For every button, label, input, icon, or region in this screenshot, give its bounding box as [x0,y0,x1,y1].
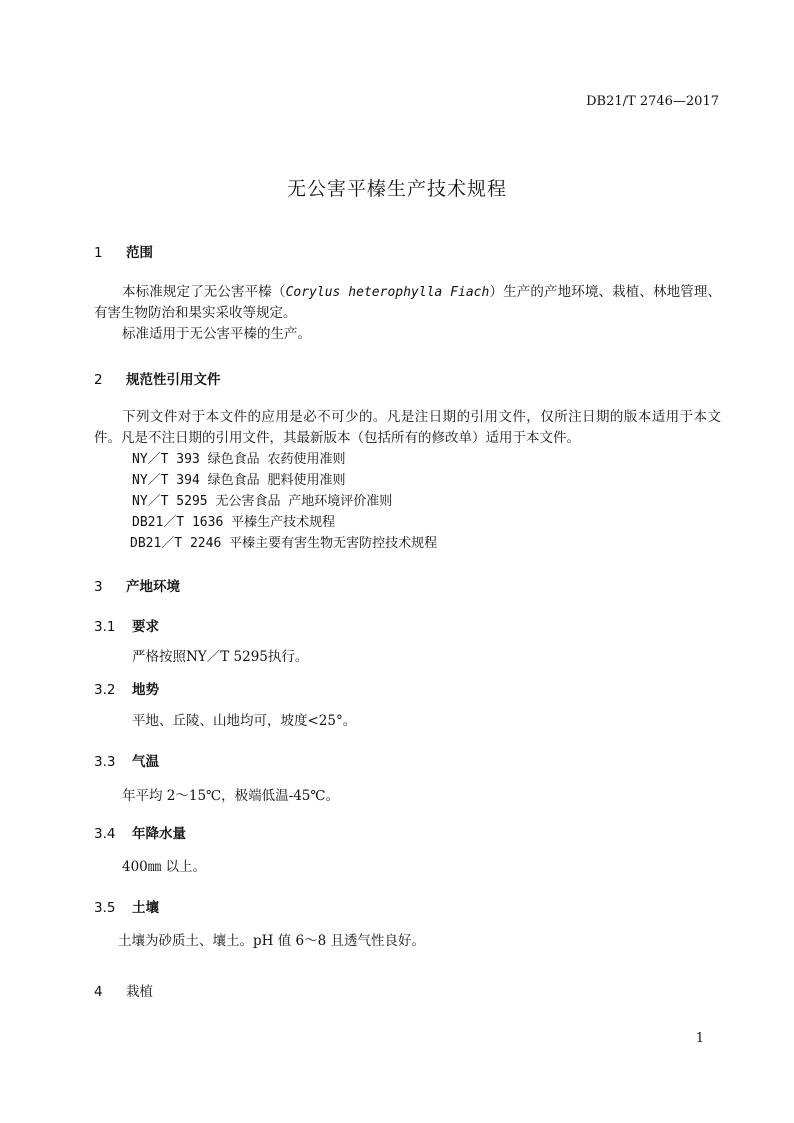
subsection-3-2-heading [94,678,159,698]
references-intro: 下列文件对于本文件的应用是必不可少的。凡是注日期的引用文件，仅所注日期的版本适用于本文件。凡是不注日期的引用文件，其最新版本（包括所有的修改单）适用于本文件。 [94,409,721,446]
section-number: 1 [94,245,103,261]
reference-item: DB21／T 1636 平榛生产技术规程 [132,515,336,530]
subsection-title: 年降水量 [132,826,186,842]
subsection-3-3-heading [94,750,159,770]
subsection-number: 3.1 [94,619,116,635]
scope-text-a: 本标准规定了无公害平榛（ [122,284,286,300]
subsection-text: 400㎜ 以上。 [122,859,207,875]
scope-text-b: ）生产的产地环境、栽植、林地管理、有害生物防治和果实采收等规定。 [94,284,722,321]
subsection-title: 气温 [132,754,159,770]
document-number: DB21/T 2746—2017 [586,94,719,109]
reference-item: NY／T 393 绿色食品 农药使用准则 [132,452,346,467]
section-2-heading [94,368,221,388]
reference-item: NY／T 394 绿色食品 肥料使用准则 [132,473,346,488]
section-3-heading [94,575,180,595]
section-title: 产地环境 [126,579,180,595]
subsection-text: 严格按照NY／T 5295执行。 [132,649,309,665]
document-title: 无公害平榛生产技术规程 [286,178,507,200]
subsection-number: 3.5 [94,900,116,916]
section-number: 3 [94,579,103,595]
subsection-title: 地势 [132,682,159,698]
subsection-number: 3.2 [94,682,116,698]
subsection-title: 土壤 [132,900,159,916]
subsection-title: 要求 [132,619,159,635]
scope-paragraph [94,282,721,324]
section-1-heading [94,241,153,261]
subsection-text: 土壤为砂质土、壤土。pH 值 6～8 且透气性良好。 [118,933,425,949]
subsection-3-5-heading [94,896,159,916]
reference-item: NY／T 5295 无公害食品 产地环境评价准则 [132,494,393,509]
subsection-text: 平地、丘陵、山地均可，坡度<25°。 [132,713,357,729]
latin-name: Corylus heterophylla Fiach [285,285,490,300]
section-number: 2 [94,372,103,388]
subsection-3-1-heading [94,615,159,635]
section-number: 4 [94,984,103,1000]
section-title: 栽植 [126,984,153,1000]
subsection-number: 3.4 [94,826,116,842]
page-number: 1 [695,1031,704,1046]
subsection-3-4-heading [94,822,186,842]
reference-item: DB21／T 2246 平榛主要有害生物无害防控技术规程 [130,536,438,551]
section-4-heading [94,980,153,1000]
section-title: 规范性引用文件 [126,372,221,388]
subsection-text: 年平均 2～15℃，极端低温-45℃。 [122,788,340,804]
section-title: 范围 [126,245,153,261]
applicability-paragraph: 标准适用于无公害平榛的生产。 [122,326,311,342]
subsection-number: 3.3 [94,754,116,770]
